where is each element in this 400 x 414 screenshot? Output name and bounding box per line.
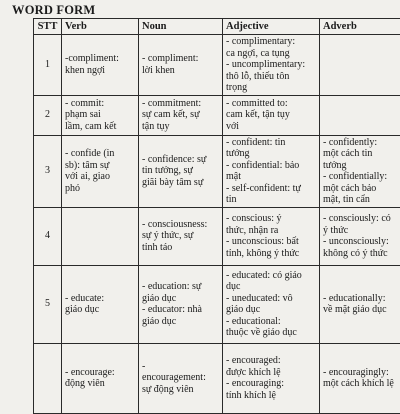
cell-text-line: ý thức: [323, 225, 400, 237]
cell-text-line: tỉnh táo: [142, 242, 219, 254]
table-row: [34, 95, 400, 135]
cell-text-line: giáo dục: [142, 293, 219, 305]
cell-noun: [139, 265, 223, 343]
cell-text-line: động viên: [65, 378, 135, 390]
cell-noun: [139, 343, 223, 413]
cell-text-line: lầm, cam kết: [65, 121, 135, 133]
cell-noun: [139, 95, 223, 135]
cell-adjective: [223, 135, 320, 207]
cell-text-line: - encouraging:: [226, 378, 316, 390]
table-row: [34, 343, 400, 413]
cell-text-line: - self-confident: tự: [226, 183, 316, 195]
table-row: [34, 135, 400, 207]
cell-adverb: [320, 265, 400, 343]
cell-adverb: [320, 343, 400, 413]
cell-text-line: không có ý thức: [323, 248, 400, 260]
cell-text-line: khen ngợi: [65, 65, 135, 77]
cell-text-line: - encourage:: [65, 367, 135, 379]
cell-text-line: - confidentially:: [323, 171, 400, 183]
cell-text-line: thức, nhận ra: [226, 225, 316, 237]
cell-text-line: encouragement:: [142, 372, 219, 384]
header-adverb: Adverb: [320, 19, 400, 35]
cell-text-line: với ai, giao: [65, 171, 135, 183]
cell-text-line: - confide (in: [65, 148, 135, 160]
cell-text-line: - educator: nhà: [142, 304, 219, 316]
cell-text-line: -compliment:: [65, 53, 135, 65]
cell-text-line: - educational:: [226, 316, 316, 328]
cell-text-line: - encouraged:: [226, 355, 316, 367]
cell-text-line: - educated: có giáo: [226, 270, 316, 282]
cell-text-line: lời khen: [142, 65, 219, 77]
cell-adjective: [223, 35, 320, 96]
cell-text-line: tin: [226, 194, 316, 206]
cell-stt: 2: [34, 95, 62, 135]
header-verb: Verb: [62, 19, 139, 35]
header-adjective: Adjective: [223, 19, 320, 35]
table-header-row: [34, 19, 400, 35]
cell-text-line: cam kết, tận tụy: [226, 109, 316, 121]
table-row: [34, 35, 400, 96]
cell-text-line: giáo dục: [65, 304, 135, 316]
cell-text-line: - uncomplimentary:: [226, 59, 316, 71]
cell-verb: [62, 265, 139, 343]
cell-text-line: giáo dục: [142, 316, 219, 328]
cell-text-line: - uneducated: vô: [226, 293, 316, 305]
cell-text-line: một cách khích lệ: [323, 378, 400, 390]
cell-text-line: với: [226, 121, 316, 133]
cell-verb: [62, 95, 139, 135]
header-noun: Noun: [139, 19, 223, 35]
cell-text-line: - commitment:: [142, 98, 219, 110]
cell-text-line: giáo dục: [226, 304, 316, 316]
cell-text-line: thuộc về giáo dục: [226, 327, 316, 339]
cell-adjective: [223, 95, 320, 135]
cell-noun: [139, 207, 223, 265]
cell-text-line: - confidence: sự: [142, 154, 219, 166]
cell-verb: [62, 35, 139, 96]
cell-text-line: - consciousness:: [142, 219, 219, 231]
cell-text-line: ca ngợi, ca tụng: [226, 48, 316, 60]
cell-stt: 4: [34, 207, 62, 265]
cell-text-line: -: [142, 361, 219, 373]
cell-text-line: mật: [226, 171, 316, 183]
cell-text-line: - education: sự: [142, 281, 219, 293]
cell-text-line: tỉnh, không ý thức: [226, 248, 316, 260]
cell-noun: [139, 35, 223, 96]
header-stt: STT: [34, 19, 62, 35]
cell-verb: [62, 135, 139, 207]
cell-stt: 5: [34, 265, 62, 343]
cell-text-line: sự ý thức, sự: [142, 230, 219, 242]
cell-text-line: mật, tin cẩn: [323, 194, 400, 206]
cell-text-line: - educate:: [65, 293, 135, 305]
cell-text-line: trọng: [226, 82, 316, 94]
cell-adjective: [223, 265, 320, 343]
cell-text-line: một cách bảo: [323, 183, 400, 195]
cell-text-line: sự động viên: [142, 384, 219, 396]
cell-text-line: thô lỗ, thiếu tôn: [226, 71, 316, 83]
cell-text-line: - compliment:: [142, 53, 219, 65]
cell-adverb: [320, 207, 400, 265]
cell-text-line: - conscious: ý: [226, 213, 316, 225]
cell-text-line: - unconscious: bất: [226, 236, 316, 248]
cell-text-line: sb): tâm sự: [65, 160, 135, 172]
cell-text-line: - consciously: có: [323, 213, 400, 225]
cell-text-line: một cách tin: [323, 148, 400, 160]
cell-text-line: - confident: tin: [226, 137, 316, 149]
cell-text-line: - educationally:: [323, 293, 400, 305]
cell-stt: 1: [34, 35, 62, 96]
cell-text-line: tin tưởng, sự: [142, 165, 219, 177]
cell-text-line: sự cam kết, sự: [142, 109, 219, 121]
page-title: WORD FORM: [12, 3, 95, 18]
cell-text-line: - confidential: bảo: [226, 160, 316, 172]
cell-adverb: [320, 135, 400, 207]
cell-stt: [34, 343, 62, 413]
cell-verb: [62, 207, 139, 265]
cell-text-line: - confidently:: [323, 137, 400, 149]
cell-text-line: - commit:: [65, 98, 135, 110]
cell-text-line: về mặt giáo dục: [323, 304, 400, 316]
cell-text-line: tưởng: [323, 160, 400, 172]
cell-text-line: tận tụy: [142, 121, 219, 133]
cell-stt: 3: [34, 135, 62, 207]
cell-noun: [139, 135, 223, 207]
cell-adverb: [320, 35, 400, 96]
cell-text-line: - complimentary:: [226, 36, 316, 48]
cell-verb: [62, 343, 139, 413]
cell-text-line: - unconsciously:: [323, 236, 400, 248]
cell-text-line: - encouragingly:: [323, 367, 400, 379]
cell-text-line: phó: [65, 183, 135, 195]
cell-text-line: phạm sai: [65, 109, 135, 121]
cell-adjective: [223, 343, 320, 413]
cell-adjective: [223, 207, 320, 265]
cell-text-line: tính khích lệ: [226, 390, 316, 402]
cell-text-line: giãi bày tâm sự: [142, 177, 219, 189]
cell-text-line: được khích lệ: [226, 367, 316, 379]
cell-text-line: tưởng: [226, 148, 316, 160]
table-row: [34, 207, 400, 265]
word-form-table: [33, 18, 400, 414]
cell-text-line: dục: [226, 281, 316, 293]
cell-adverb: [320, 95, 400, 135]
table-row: [34, 265, 400, 343]
cell-text-line: - committed to:: [226, 98, 316, 110]
